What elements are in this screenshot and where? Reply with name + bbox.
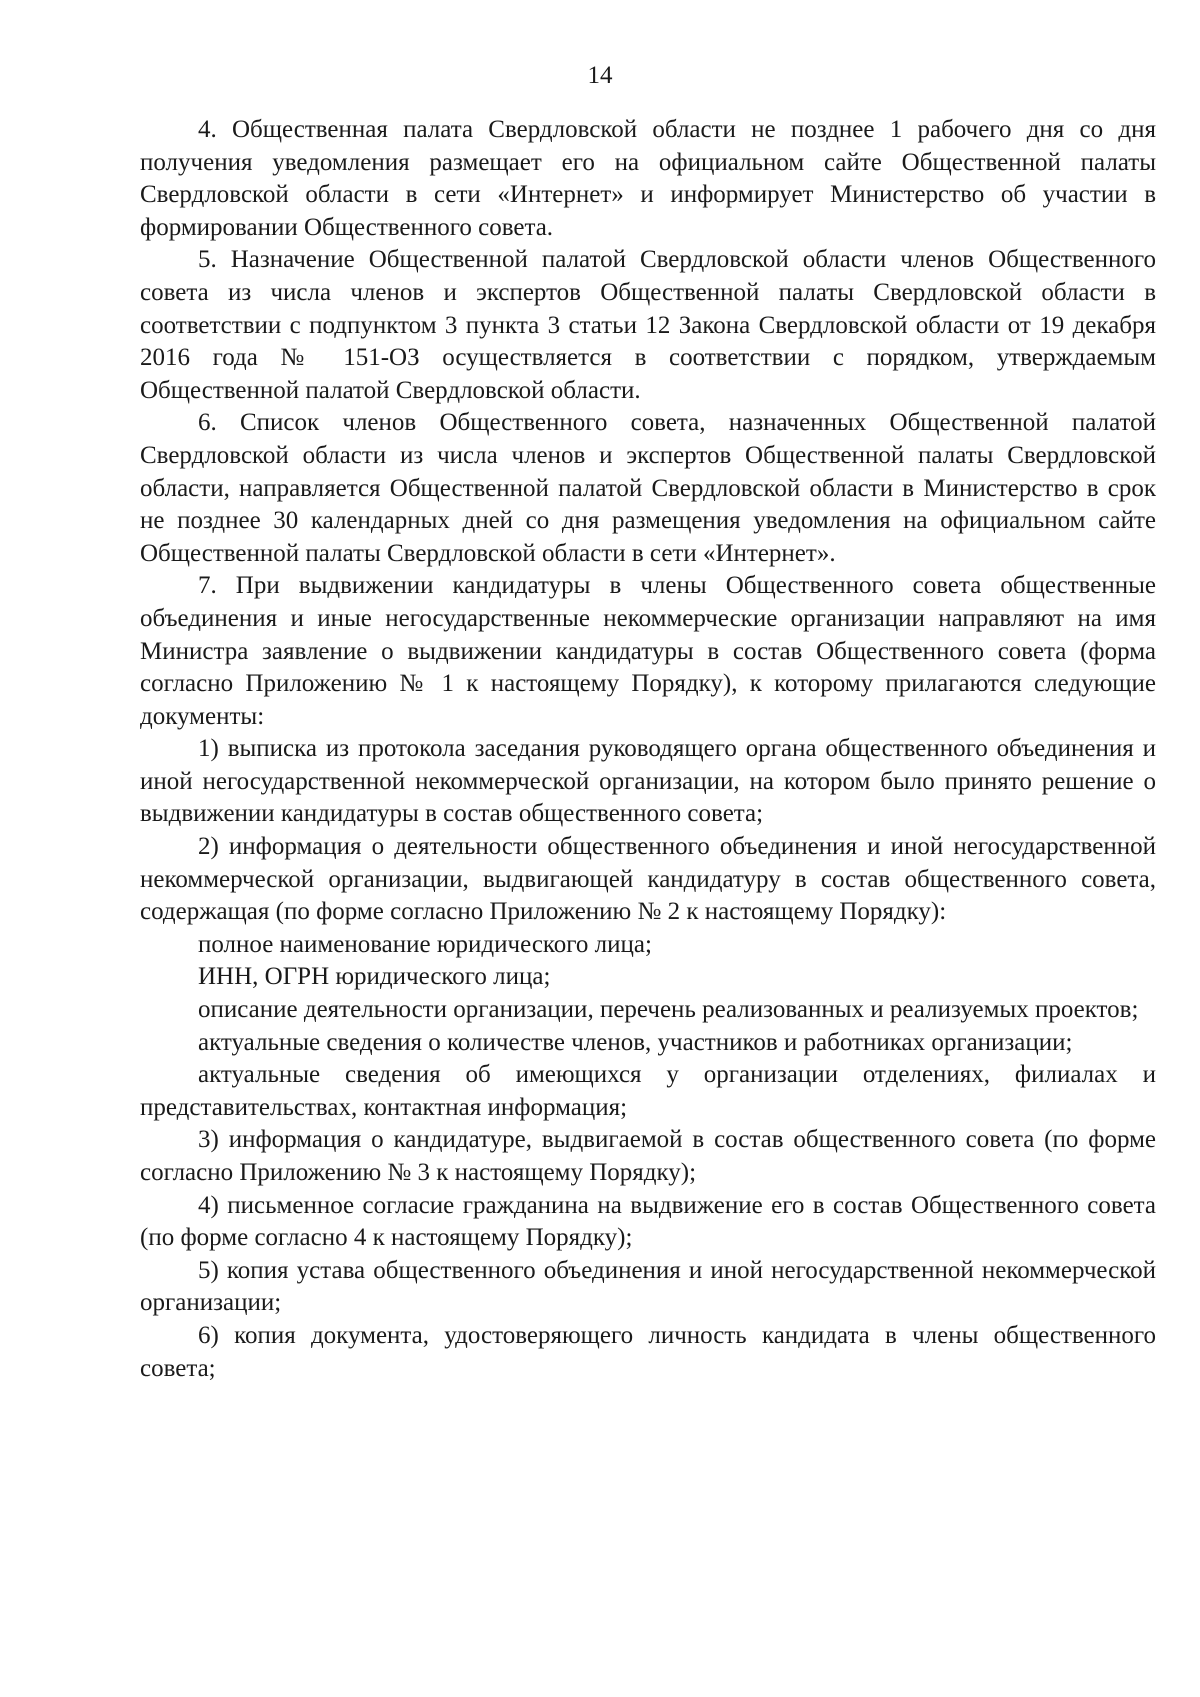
paragraph-4: 4. Общественная палата Свердловской области не позднее 1 рабочего дня со дня получения уведомления размещает его на официальном сайте Общественной палаты Свердловской области в сети «Интернет» и информирует Министерство об участии в формировании Общественного совета. (140, 116, 1156, 241)
list-item-1: 1) выписка из протокола заседания руководящего органа общественного объединения и иной негосударственной некоммерческой организации, на котором было принято решение о выдвижении кандидатуры в состав общественного совета; (140, 735, 1156, 828)
sub-item-members: актуальные сведения о количестве членов, участников и работниках организации; (198, 1028, 1073, 1056)
list-item-5: 5) копия устава общественного объединения и иной негосударственной некоммерческой организации; (140, 1256, 1156, 1317)
sub-item-description: описание деятельности организации, перечень реализованных и реализуемых проектов; (198, 996, 1139, 1024)
sub-item-full-name: полное наименование юридического лица; (198, 930, 652, 958)
page-number: 14 (587, 62, 613, 89)
sub-item-inn-ogrn: ИНН, ОГРН юридического лица; (198, 963, 551, 991)
list-item-4: 4) письменное согласие гражданина на выдвижение его в состав Общественного совета (по форме согласно 4 к настоящему Порядку); (140, 1191, 1156, 1252)
list-item-2: 2) информация о деятельности общественного объединения и иной негосударственной некоммерческой организации, выдвигающей кандидатуру в состав общественного совета, содержащая (по форме согласно Приложению № 2 к настоящему Порядку): (140, 833, 1156, 926)
paragraph-6: 6. Список членов Общественного совета, назначенных Общественной палатой Свердловской области из числа членов и экспертов Общественной палаты Свердловской области, направляется Общественной палатой Свердловской области в Министерство в срок не позднее 30 календарных дней со дня размещения уведомления на официальном сайте Общественной палаты Свердловской области в сети «Интернет». (140, 409, 1156, 567)
paragraph-7: 7. При выдвижении кандидатуры в члены Общественного совета общественные объединения и иные негосударственные некоммерческие организации направляют на имя Министра заявление о выдвижении кандидатуры в состав Общественного совета (форма согласно Приложению № 1 к настоящему Порядку), к которому прилагаются следующие документы: (140, 572, 1156, 730)
paragraph-5: 5. Назначение Общественной палатой Свердловской области членов Общественного совета из числа членов и экспертов Общественной палаты Свердловской области в соответствии с подпунктом 3 пункта 3 статьи 12 Закона Свердловской области от 19 декабря 2016 года № 151-ОЗ осуществляется в соответствии с порядком, утверждаемым Общественной палатой Свердловской области. (140, 246, 1156, 404)
list-item-3: 3) информация о кандидатуре, выдвигаемой в состав общественного совета (по форме согласно Приложению № 3 к настоящему Порядку); (140, 1126, 1156, 1186)
sub-item-branches: актуальные сведения об имеющихся у организации отделениях, филиалах и представительствах, контактная информация; (140, 1061, 1156, 1121)
list-item-6: 6) копия документа, удостоверяющего личность кандидата в члены общественного совета; (140, 1321, 1156, 1382)
document-body (140, 114, 1156, 1385)
